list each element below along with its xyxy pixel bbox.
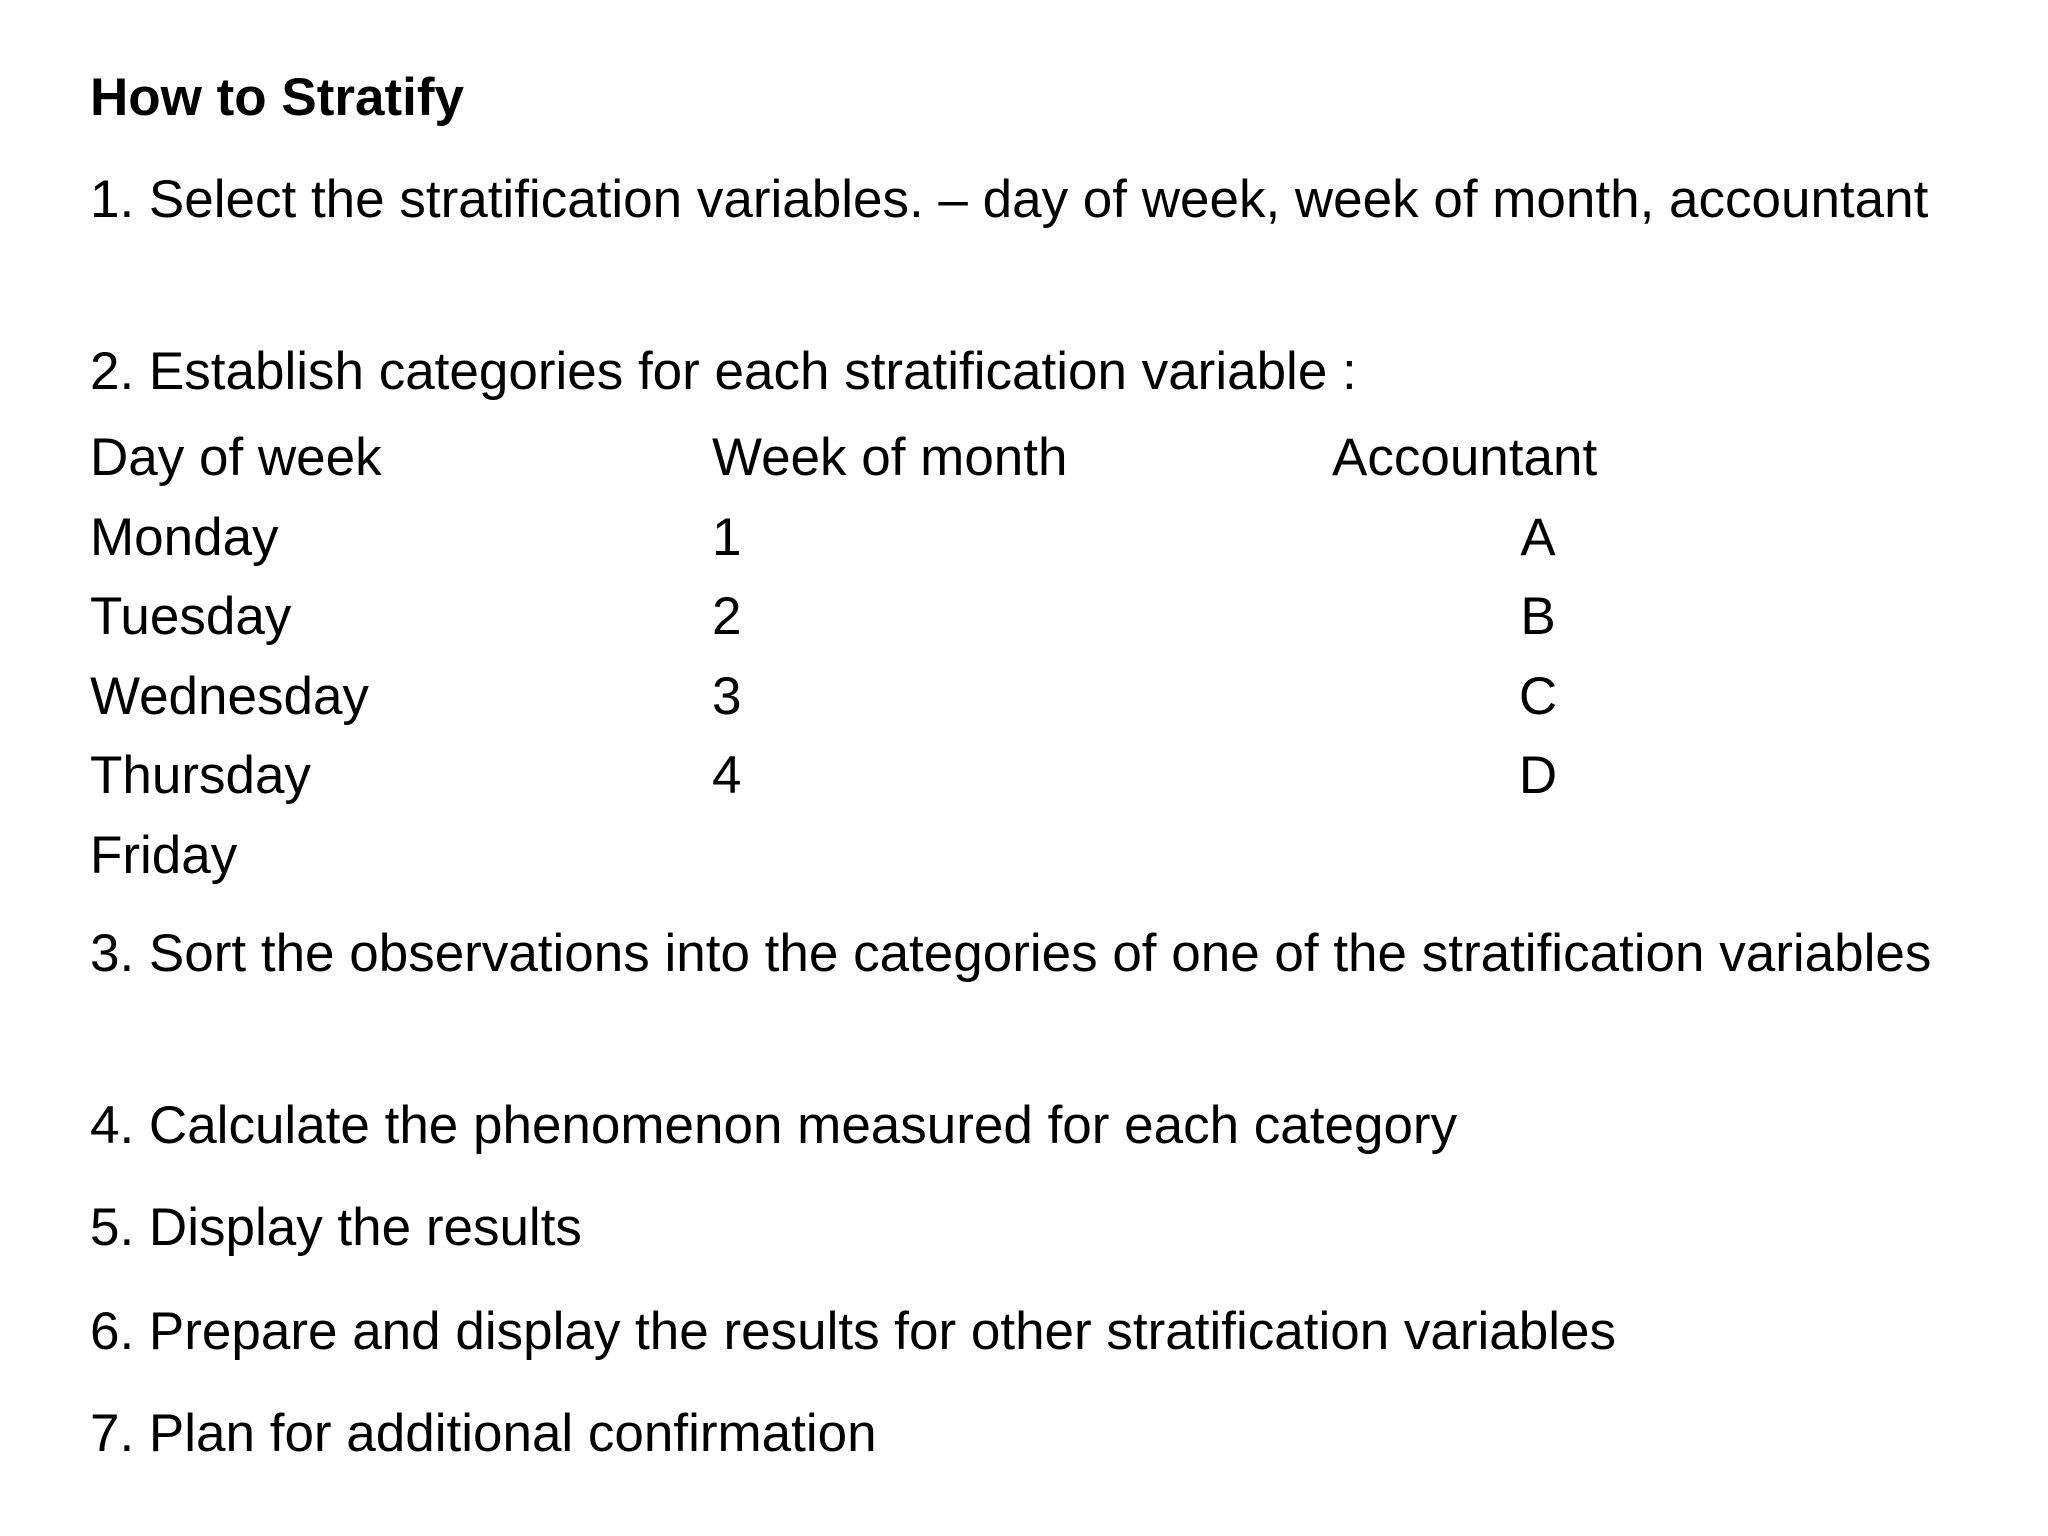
step-3: 3. Sort the observations into the categories of one of the stratification variables [90, 924, 1932, 983]
slide-title: How to Stratify [90, 68, 464, 127]
week-cell: 4 [712, 746, 742, 805]
day-cell: Tuesday [90, 587, 292, 646]
day-cell: Thursday [90, 746, 311, 805]
accountant-cell: A [1520, 507, 1556, 567]
week-cell: 1 [712, 507, 742, 567]
category-row [90, 657, 1690, 737]
category-header-row [90, 418, 1690, 498]
category-row [90, 736, 1690, 816]
day-cell: Wednesday [90, 666, 369, 726]
header-week-of-month: Week of month [712, 428, 1068, 487]
step-4: 4. Calculate the phenomenon measured for each category [90, 1096, 1458, 1155]
step-2: 2. Establish categories for each stratification variable : [90, 342, 1357, 401]
category-row [90, 816, 1690, 896]
header-accountant: Accountant [1332, 428, 1598, 487]
day-cell: Friday [90, 825, 238, 885]
day-cell: Monday [90, 507, 279, 567]
step-7: 7. Plan for additional confirmation [90, 1404, 877, 1463]
step-5: 5. Display the results [90, 1198, 582, 1257]
category-row [90, 498, 1690, 578]
category-row [90, 577, 1690, 657]
accountant-cell: C [1518, 666, 1558, 726]
accountant-cell: D [1518, 746, 1558, 805]
accountant-cell: B [1520, 587, 1556, 646]
week-cell: 3 [712, 666, 742, 726]
week-cell: 2 [712, 587, 742, 646]
step-1: 1. Select the stratification variables. – day of week, week of month, accountant [90, 170, 1929, 229]
category-table [90, 418, 1690, 895]
step-6: 6. Prepare and display the results for other stratification variables [90, 1302, 1617, 1361]
header-day-of-week: Day of week [90, 428, 382, 487]
